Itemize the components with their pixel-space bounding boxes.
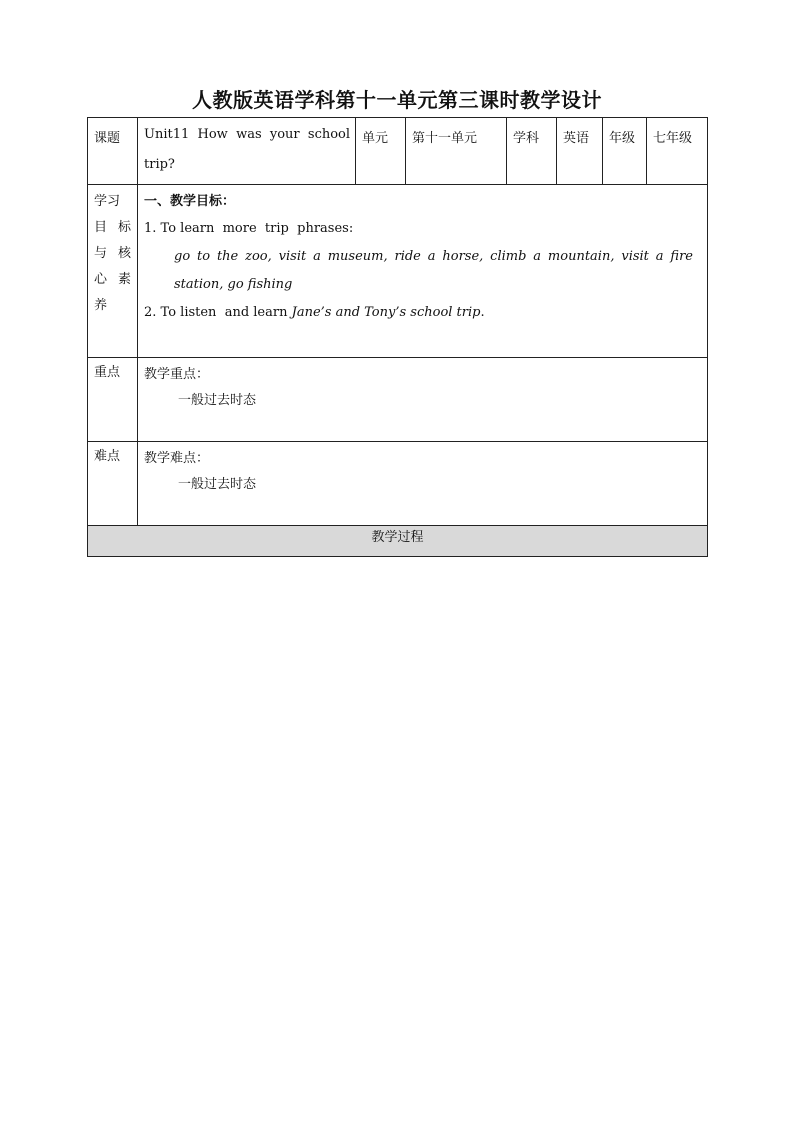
grade-label: 年级 xyxy=(609,131,636,146)
objective-phrases: go to the zoo, visit a museum, ride a horse, climb a mountain, visit a fire station, go fishing xyxy=(174,249,693,292)
objectives-content-cell xyxy=(138,185,708,358)
unit-value: 第十一单元 xyxy=(412,131,478,146)
objectives-label-line: 心 素 xyxy=(94,272,131,287)
objective-item-2-suffix: . xyxy=(480,305,485,320)
unit-label: 单元 xyxy=(362,131,389,146)
key-points-content-cell xyxy=(138,358,708,442)
key-points-label: 重点 xyxy=(94,365,121,380)
subject-value: 英语 xyxy=(563,131,590,146)
header-row xyxy=(88,118,708,185)
topic-label-cell xyxy=(88,118,138,185)
grade-label-cell xyxy=(603,118,647,185)
objectives-label-line: 养 xyxy=(94,298,108,313)
objectives-label-line: 与 核 xyxy=(94,246,131,261)
subject-value-cell xyxy=(557,118,603,185)
subject-label-cell xyxy=(507,118,557,185)
lesson-plan-table xyxy=(87,117,708,557)
difficult-points-content: 一般过去时态 xyxy=(178,477,257,492)
unit-label-cell xyxy=(356,118,406,185)
key-points-row xyxy=(88,358,708,442)
unit-value-cell xyxy=(406,118,507,185)
topic-label: 课题 xyxy=(94,131,121,146)
page-title: 人教版英语学科第十一单元第三课时教学设计 xyxy=(192,88,602,112)
process-header: 教学过程 xyxy=(88,526,708,557)
subject-label: 学科 xyxy=(513,131,540,146)
grade-value-cell xyxy=(647,118,708,185)
topic-value-line1: Unit11 How was your school xyxy=(144,127,351,142)
objectives-label xyxy=(88,185,137,323)
objective-item-2-prefix: 2. To listen and learn xyxy=(144,305,292,320)
topic-value-cell xyxy=(138,118,356,185)
objectives-row xyxy=(88,185,708,358)
process-row xyxy=(88,526,708,557)
key-points-heading: 教学重点： xyxy=(144,367,210,382)
grade-value: 七年级 xyxy=(653,131,693,146)
topic-value-line2: trip? xyxy=(144,157,175,172)
key-points-label-cell xyxy=(88,358,138,442)
objectives-heading: 一、教学目标： xyxy=(144,194,236,209)
difficult-points-label-cell xyxy=(88,442,138,526)
objectives-label-cell xyxy=(88,185,138,358)
objectives-label-line: 学习 xyxy=(94,194,121,209)
objective-item-2 xyxy=(144,299,693,327)
objective-item-1: 1. To learn more trip phrases: xyxy=(144,221,354,236)
difficult-points-row xyxy=(88,442,708,526)
objective-item-2-italic: Jane’s and Tony’s school trip xyxy=(291,305,481,320)
objectives-label-line: 目 标 xyxy=(94,220,131,235)
key-points-content: 一般过去时态 xyxy=(178,393,257,408)
difficult-points-content-cell xyxy=(138,442,708,526)
difficult-points-label: 难点 xyxy=(94,449,121,464)
difficult-points-heading: 教学难点： xyxy=(144,451,210,466)
